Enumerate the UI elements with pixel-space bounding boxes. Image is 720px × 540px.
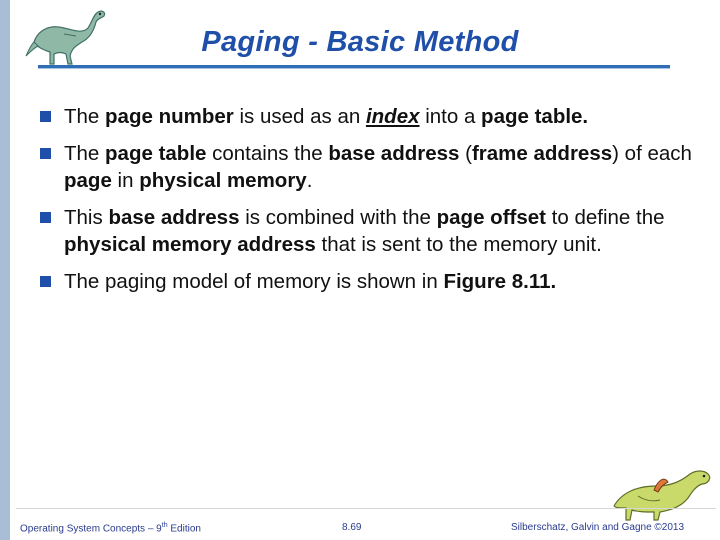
bullet-text-run: is combined with the xyxy=(239,206,437,229)
footer-copyright: Silberschatz, Galvin and Gagne ©2013 xyxy=(511,522,685,533)
bullet-text-run: Figure 8.11. xyxy=(443,270,557,293)
bullet-text-run: page table xyxy=(105,142,207,165)
title-underline-shadow xyxy=(38,68,670,69)
bullet-text-run: into a xyxy=(419,105,482,128)
bullet-text-run: . xyxy=(306,169,313,192)
bullet-text-run: to define the xyxy=(545,206,665,229)
square-bullet-icon xyxy=(40,276,51,287)
bullet-text xyxy=(64,270,556,293)
left-sidebar-strip xyxy=(0,0,10,540)
bullet-text-run: The xyxy=(64,105,106,128)
bullet-item xyxy=(40,140,700,194)
bullet-item xyxy=(40,268,700,295)
bullet-text-run: ( xyxy=(459,142,472,165)
bullet-text-run: This xyxy=(64,206,109,229)
footer-course-suffix: Edition xyxy=(167,523,201,535)
page-number: 8.69 xyxy=(342,522,362,533)
bullet-text-run: page table. xyxy=(481,105,589,128)
bullet-text-run: physical memory address xyxy=(64,233,316,256)
slide-title: Paging - Basic Method xyxy=(201,26,519,58)
bullet-text-run: is used as an xyxy=(233,105,366,128)
bullet-text-run: The xyxy=(64,142,106,165)
bullet-item xyxy=(40,204,700,258)
bullet-text-run: page offset xyxy=(436,206,546,229)
footer-divider xyxy=(16,508,716,509)
bullet-text-run: index xyxy=(365,105,420,128)
bullet-text-run: ) of each xyxy=(612,142,692,165)
bullet-text xyxy=(64,142,692,192)
bullet-text-run: in xyxy=(111,169,140,192)
bullet-text-run: page xyxy=(64,169,112,192)
footer-course-prefix: Operating System Concepts – 9 xyxy=(20,523,162,535)
bullet-list xyxy=(40,103,700,305)
bullet-text xyxy=(64,105,588,128)
bullet-text-run: page number xyxy=(105,105,234,128)
bullet-text xyxy=(64,206,665,256)
bullet-text-run: The paging model of memory is shown in xyxy=(64,270,444,293)
bullet-text-run: base address xyxy=(328,142,460,165)
bullet-text-run: base address xyxy=(108,206,240,229)
dinosaur-logo-bottom-right xyxy=(608,462,718,522)
square-bullet-icon xyxy=(40,212,51,223)
footer-course-title xyxy=(20,522,201,534)
bullet-item xyxy=(40,103,700,130)
bullet-text-run: contains the xyxy=(206,142,329,165)
bullet-text-run: that is sent to the memory unit. xyxy=(315,233,602,256)
square-bullet-icon xyxy=(40,148,51,159)
bullet-text-run: physical memory xyxy=(139,169,307,192)
bullet-text-run: frame address xyxy=(471,142,613,165)
square-bullet-icon xyxy=(40,111,51,122)
footer-course-sup: th xyxy=(161,522,168,529)
